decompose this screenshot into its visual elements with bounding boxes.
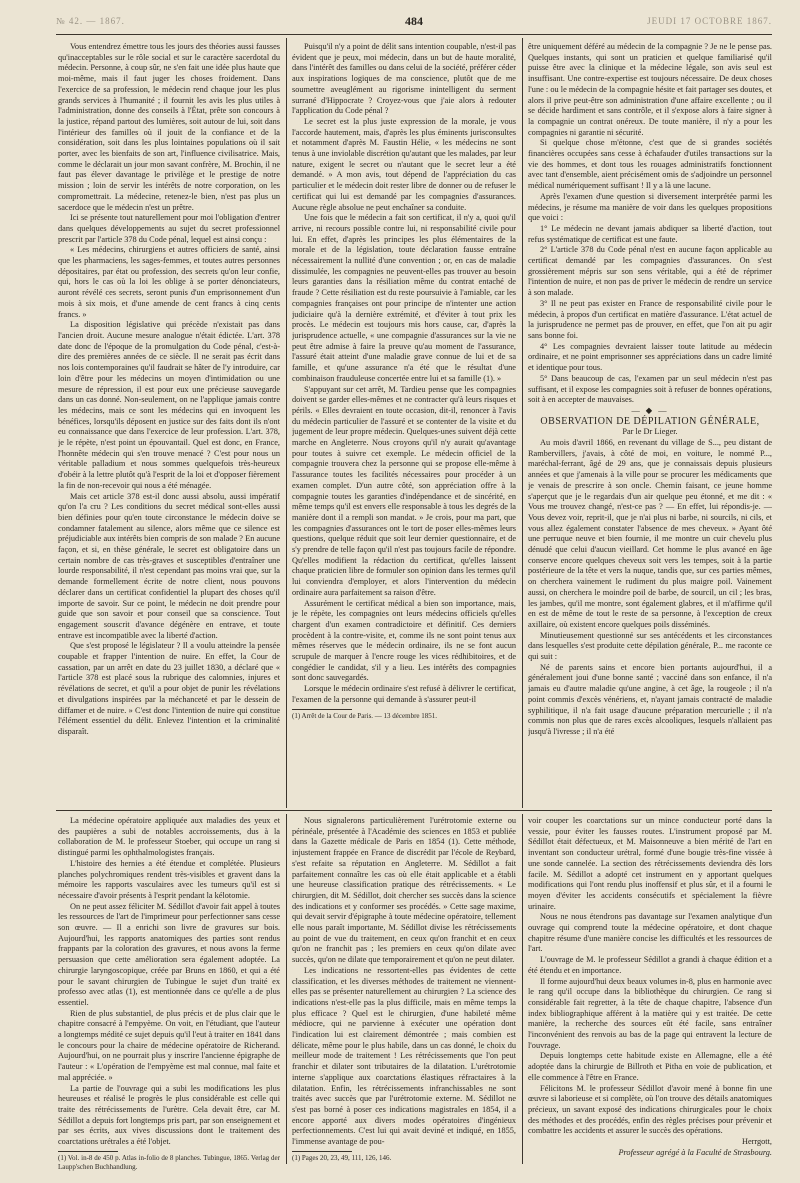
paragraph: Vous entendrez émettre tous les jours des théories aussi fausses qu'inacceptables sur le rôle social et sur le caractère sacerdotal du médecin. Personne, à coup sûr, ne s'en fait une idée plus haute que moi-même, mais il faut juger les choses froidement. Dans l'exercice de sa profession, le médecin rend chaque jour les plus grands services à l'humanité ; il fournit les avis les plus utiles à l'administration, donne des conseils à l'État, prête son concours à la justice, répand partout des lumières, soit autour de lui, soit dans l'intérieur des familles où il jouit de la confiance et de la considération, soit dans les plus lointaines populations où il sait porter, avec les bienfaits de son art, l'influence civilisatrice. Mais, comme le déclarait un jour mon savant confrère, M. Brochin, il ne faut pas élever davantage le privilège et le prestige de notre mission ; loin de servir les intérêts de notre corporation, on les compromettrait. La médecine, retenez-le bien, n'est pas plus un sacerdoce que le médecin n'est un prêtre. xyxy=(58,42,280,212)
section-rule xyxy=(56,810,772,811)
paragraph: Rien de plus substantiel, de plus précis et de plus clair que le chapitre consacré à l'empyème. On voit, en l'étudiant, que l'auteur a longtemps médité ce sujet depuis qu'il l'eut à traiter en 1841 dans le concours pour la chaire de médecine opératoire de Richerand. Aujourd'hui, on ne pourrait plus y inscrire l'ancienne épigraphe de l'auteur : « L'opération de l'empyème est mal connue, mal faite et mal appréciée. » xyxy=(58,1008,280,1082)
column-divider xyxy=(286,38,287,808)
footnote: (1) Arrêt de la Cour de Paris. — 13 décembre 1851. xyxy=(292,711,438,720)
column-divider xyxy=(522,38,523,808)
column-6 xyxy=(528,816,772,1174)
column-4 xyxy=(58,816,280,1174)
footnote: (1) Vol. in-8 de 450 p. Atlas in-folio de 8 planches. Tubingue, 1865. Verlag der Laupp'schen Buchhandlung. xyxy=(58,1153,280,1171)
paragraph: être uniquement déféré au médecin de la compagnie ? Je ne le pense pas. Quelques instants, qui sont un praticien et quelque familiarisé qu'il puisse être avec la clinique et la médecine légale, son avis seul est insuffisant. Une contre-expertise est toujours nécessaire. De deux choses l'une : ou le médecin de la compagnie hésite et fait partager ses doutes, et alors il prive peut-être son administration d'une affaire excellente ; ou il se décide hardiment et sans contrôle, et il s'expose alors à faire signer à la compagnie un contrat onéreux. De toute manière, il n'y a pour les compagnies ni garantie ni sécurité. xyxy=(528,42,772,137)
paragraph: Le secret est la plus juste expression de la morale, je vous l'accorde hautement, mais, d'après les plus éminents jurisconsultes et notamment d'après M. Faustin Hélie, « les médecins ne sont tenus à une inviolable discrétion qu'autant que les malades, par leur nature, exigent le secret ou n'autant que le secret leur a été demandé. » A mon avis, tout dépend de l'appréciation du cas particulier et le médecin doit rester libre de donner ou de refuser le certificat qui lui est demandé par les compagnies d'assurances. Aucune règle absolue ne peut enchaîner sa conduite. xyxy=(292,116,516,212)
column-3 xyxy=(528,42,772,806)
paragraph: Assurément le certificat médical a bien son importance, mais, je le répète, les compagnies ont leurs médecins officiels qu'elles chargent d'un examen contradictoire et définitif. Ces derniers procèdent à la contre-visite, et, comme ils ne sont point tenus aux mêmes réserves que le médecin ordinaire, ils ne se font aucun scrupule de marquer à l'encre rouge les vices rédhibitoires, et de congédier le candidat, s'il y a lieu. Les intérêts des compagnies sont donc sauvegardés. xyxy=(292,598,516,683)
footnote-rule xyxy=(58,1151,118,1152)
proposition-item: 1° Le médecin ne devant jamais abdiquer sa liberté d'action, tout refus systématique de certificat est une faute. xyxy=(528,223,772,244)
paragraph: Félicitons M. le professeur Sédillot d'avoir mené à bonne fin une œuvre si laborieuse et si complète, où l'on trouve des détails anatomiques précieux, un savant exposé des indications chirurgicales pour le choix des méthodes et des procédés, enfin des règles précises pour prévenir et combattre les accidents et assurer le succès des opérations. xyxy=(528,1083,772,1136)
footnote-rule xyxy=(292,1151,352,1152)
paragraph: voir couper les coarctations sur un mince conducteur porté dans la vessie, pour éviter les fausses routes. L'instrument proposé par M. Sédillot était défectueux, et M. Maisonneuve a bien mérité de l'art en inventant son conducteur urétral, formé d'une bougie très-fine vissée à une sonde cannelée. La section des rétrécissements deviendra dès lors facile. M. Sédillot a adopté cet instrument en y apportant quelques modifications qui l'ont rendu plus inoffensif et plus sûr, et il a fourni le moyen d'éviter les accidents consécutifs et spécialement la fièvre urinaire. xyxy=(528,816,772,911)
paragraph: Après l'examen d'une question si diversement interprétée parmi les médecins, je résume ma manière de voir dans les quelques propositions que voici : xyxy=(528,191,772,223)
article-title: OBSERVATION DE DÉPILATION GÉNÉRALE, xyxy=(540,415,760,427)
paragraph: Depuis longtemps cette habitude existe en Allemagne, elle a été adoptée dans la chirurgie de Billroth et Pitha en voie de publication, et elle commence à l'être en France. xyxy=(528,1051,772,1082)
paragraph: L'histoire des hernies a été étendue et complétée. Plusieurs planches polychromiques rendent très-visibles et gravent dans la mémoire les rapports vasculaires avec les tumeurs qu'il est si nécessaire d'avoir présents à l'esprit pendant la kélotomie. xyxy=(58,858,280,900)
column-divider xyxy=(286,814,287,1164)
quoted-article: « Les médecins, chirurgiens et autres officiers de santé, ainsi que les pharmaciens, les sages-femmes, et toutes autres personnes dépositaires, par état ou profession, des secrets qu'on leur confie, qui, hors le cas où la loi les oblige à se porter dénonciateurs, auront révélé ces secrets, seront punis d'un emprisonnement d'un mois à six mois, et d'une amende de cent francs à cinq cents francs. » xyxy=(58,245,280,319)
proposition-item: 3° Il ne peut pas exister en France de responsabilité civile pour le médecin, à propos d'un certificat en matière d'assurance. L'état actuel de la jurisprudence ne permet pas de prouver, en effet, que l'on ait pu agir sans bonne foi. xyxy=(528,298,772,340)
paragraph: Nous signalerons particulièrement l'urétrotomie externe ou périnéale, présentée à l'Académie des sciences en 1853 et publiée dans la Gazette médicale de Paris en 1854 (1). Cette méthode, injustement frappée en France de discrédit par l'école de Reybard, s'est refaite sa réputation en Angleterre. M. Sédillot a fait parfaitement connaître les cas où elle était applicable et a établi une heureuse classification pratique des rétrécissements. « Le chirurgien, dit M. Sédillot, doit chercher ses succès dans la science des indications et y conformer ses procédés. » Cette sage maxime, qui devait servir d'épigraphe à toute médecine opératoire, tellement elle nous paraît importante, M. Sédillot divise les rétrécissements au point de vue du traitement, en ceux qu'on franchit et en ceux qu'on ne franchit pas ; les premiers en ceux qu'on dilate avec succès, qu'on ne dilate que temporairement et qu'on ne peut dilater. xyxy=(292,816,516,965)
paragraph: La partie de l'ouvrage qui a subi les modifications les plus heureuses et réalisé le progrès le plus considérable est celle qui traite des rétrécissements de l'urètre. Cela devait être, car M. Sédillot a depuis fort longtemps pris part, par son enseignement et par ses écrits, aux vives discussions dont le traitement des coarctations urétrales a été l'objet. xyxy=(58,1083,280,1147)
column-divider xyxy=(522,814,523,1164)
column-5 xyxy=(292,816,516,1174)
paragraph: S'appuyant sur cet arrêt, M. Tardieu pense que les compagnies doivent se garder elles-mêmes et ne contracter qu'à leurs risques et périls. « Elles devraient en toute occasion, dit-il, renoncer à l'avis du médecin particulier de l'assuré et se contenter de la visite et du jugement de leur propre médecin. Quelques-unes suivent déjà cette marche en Angleterre. Nous croyons qu'il n'y aurait qu'avantage pour toutes à suivre cet exemple. Le médecin officiel de la compagnie trouvera chez la personne qui se propose elle-même à l'assurance toutes les facilités nécessaires pour procéder à un examen complet. D'un autre côté, son appréciation offre à la compagnie toutes les garanties d'indépendance et de sincérité, en même temps qu'il est envers elle responsable à tous les degrés de la manière dont il a rempli son mandat. » Je crois, pour ma part, que les compagnies d'assurances ont le tort de poser elles-mêmes leurs questions, quelque réduit que soit leur dernier questionnaire, et de s'y prendre de telle façon qu'il n'est pas toujours facile de répondre. Qu'elles modifient la rédaction du certificat, qu'elles laissent chaque praticien libre de formuler son opinion dans les termes qu'il lui conviendra d'employer, et alors l'intervention du médecin ordinaire aura parfaitement sa raison d'être. xyxy=(292,384,516,597)
paragraph: Si quelque chose m'étonne, c'est que de si grandes sociétés financières occupées sans cesse à échafauder d'utiles transactions sur la vie des hommes, et dont tous les rouages administratifs fonctionnent avec tant d'ensemble, aient précisément omis de s'adjoindre un personnel médical numériquement suffisant ! Il y a là une lacune. xyxy=(528,138,772,191)
header-rule xyxy=(56,34,772,35)
paragraph: Les indications ne ressortent-elles pas évidentes de cette classification, et les diverses méthodes de traitement ne viennent-elles pas se présenter naturellement au chirurgien ? La science des indications n'est-elle pas la plus difficile, mais en même temps la plus efficace ? Quel est le chirurgien, d'une habileté même médiocre, qui ne parvienne à exécuter une opération dont l'indication lui est clairement démontrée ; mais combien est délicate, même pour le plus habile, dans un cas donné, le choix du meilleur mode de traitement ! Les rétrécissements que l'on peut franchir et dilater sont tributaires de la dilatation. L'urétrotomie interne s'applique aux coarctations élastiques réfractaires à la dilatation. Enfin, les rétrécissements infranchissables ne sont traités avec succès que par l'urétrotomie externe. M. Sédillot ne s'est pas borné à poser ces indications magistrales en 1854, il a encore apporté aux divers modes opératoires d'ingénieux perfectionnements. C'est lui qui avait deviné et indiqué, en 1855, l'immense avantage de pou- xyxy=(292,965,516,1147)
header-issue: № 42. — 1867. xyxy=(56,16,125,26)
column-2 xyxy=(292,42,516,806)
footnote-rule xyxy=(292,709,352,710)
page-number: 484 xyxy=(405,14,423,28)
paragraph: Nous ne nous étendrons pas davantage sur l'examen analytique d'un ouvrage qui comprend toute la médecine opératoire, et dont chaque chapitre résume d'une manière concise les difficultés et les ressources de l'art. xyxy=(528,912,772,954)
paragraph: La médecine opératoire appliquée aux maladies des yeux et des paupières a subi de notables accroissements, dus à la collaboration de M. le professeur Stoeber, qui occupe un rang si distingué parmi les ophthalmologistes français. xyxy=(58,816,280,858)
proposition-item: 4° Les compagnies devraient laisser toute latitude au médecin ordinaire, et ne point emprisonner ses appréciations dans un cadre limité et identique pour tous. xyxy=(528,341,772,373)
section-ornament: — ◆ — xyxy=(631,405,669,415)
paragraph: Que s'est proposé le législateur ? Il a voulu atteindre la pensée coupable et frapper l'intention de nuire. En effet, la Cour de cassation, par un arrêt en date du 23 juillet 1830, a déclaré que « l'article 378 est placé sous la rubrique des calomnies, injures et révélations de secret, et qu'il a pour objet de punir les révélations et divulgations inspirées par la méchanceté et par le dessein de diffamer et de nuire. » C'est donc l'intention de nuire qui constitue l'élément essentiel du délit. Enlevez l'intention et la criminalité disparaît. xyxy=(58,641,280,736)
paragraph: Au mois d'avril 1866, en revenant du village de S..., peu distant de Rambervillers, j'avais, à côté de moi, en voiture, le nommé P..., maréchal-ferrant, âgé de 29 ans, que je connaissais depuis plusieurs années et que j'amenais à la ville pour se procurer les médicaments que je venais de prescrire à son oncle. Chemin faisant, ce jeune homme s'aperçut que je le regardais d'un air quelque peu étonné, et me dit : « Vous me trouvez changé, n'est-ce pas ? — En effet, lui répondis-je. — Vous devez voir, reprit-il, que je n'ai plus ni barbe, ni sourcils, ni cils, et vous allez également constater l'absence de mes cheveux. » Ayant ôté une perruque neuve et bien fournie, il me montre un cuir chevelu plus dénudé que celui d'aucun vieillard. Cet homme le plus avancé en âge conserve encore quelques cheveux soit vers les tempes, soit à la partie postérieure de la tête et vers la nuque, tandis que, sur ces parties mêmes, on cherchera vainement le rudiment du plus maigre poil. Vainement aussi, on cherchera le moindre poil de barbe, de sourcil, un cil ; les bras, les jambes, qu'il me montre, sont également glabres, et il m'affirme qu'il en est de même de tout le reste de sa personne, à l'exception de creux axillaire, où existent encore quelques poils disséminés. xyxy=(528,438,772,629)
paragraph: Lorsque le médecin ordinaire s'est refusé à délivrer le certificat, l'examen de la personne qui demande à s'assurer peut-il xyxy=(292,684,516,704)
paragraph: Minutieusement questionné sur ses antécédents et les circonstances dans lesquelles s'est produite cette dépilation générale, P... me raconte ce qui suit : xyxy=(528,630,772,662)
paragraph: Ici se présente tout naturellement pour moi l'obligation d'entrer dans quelques développements au sujet du secret professionnel prescrit par l'article 378 du Code pénal, lequel est ainsi conçu : xyxy=(58,213,280,244)
signature-title: Professeur agrégé à la Faculté de Strasbourg. xyxy=(618,1147,772,1157)
column-1 xyxy=(58,42,280,806)
header-date: JEUDI 17 OCTOBRE 1867. xyxy=(647,16,772,26)
paragraph: L'ouvrage de M. le professeur Sédillot a grandi à chaque édition et a été étendu et en importance. xyxy=(528,955,772,975)
page-header xyxy=(56,14,772,32)
paragraph: Puisqu'il n'y a point de délit sans intention coupable, n'est-il pas évident que je peux, moi médecin, dans un but de haute moralité, dans l'intérêt des familles ou dans celui de la société, préférer céder aux inspirations logiques de ma conscience, plutôt que de me soumettre aveuglément au rigorisme inintelligent du serment surrané d'Hippocrate ? Croyez-vous que j'aie alors à redouter l'application du Code pénal ? xyxy=(292,42,516,116)
proposition-item: 5° Dans beaucoup de cas, l'examen par un seul médecin n'est pas suffisant, et il expose les compagnies soit à refuser de bonnes opérations, soit à en accepter de mauvaises. xyxy=(528,373,772,405)
paragraph: Mais cet article 378 est-il donc aussi absolu, aussi impératif qu'on l'a cru ? Les conditions du secret médical sont-elles aussi bien définies pour qu'en toute circonstance le médecin doive se condamner fatalement au silence, alors même que ce silence est préjudiciable aux intérêts bien compris de son malade ? En aucune façon, et si, en thèse générale, le secret est obligatoire dans un certain nombre de cas très-graves et susceptibles d'entraîner une lourde responsabilité, il n'est cependant pas moins vrai que, sur la demande formellement écrite de notre client, nous pouvons déclarer dans un certificat confidentiel la plupart des choses qu'il importe de savoir. Sur ce point, le médecin ne doit prendre pour guide que son savoir et pour conseil que sa conscience. Tout engagement souscrit d'avance dégénère en entrave, et toute entrave est incompatible avec la liberté d'action. xyxy=(58,491,280,640)
paragraph: La disposition législative qui précède n'existait pas dans l'ancien droit. Aucune mesure analogue n'était édictée. L'art. 378 date donc de l'époque de la promulgation du Code pénal, c'est-à-dire des premières années de ce siècle. Il ne serait pas écrit dans nos lois contemporaines qu'il faudrait se hâter de l'y introduire, car loin d'être pour les médecins un moyen d'intimidation ou une mesure de répression, il est pour eux une précieuse sauvegarde dans un cas donné. Non-seulement, on ne l'applique jamais contre les médecins, mais ce sont les médecins qui en invoquent les bénéfices, lorsqu'ils déposent en justice sur des faits dont ils n'ont eu connaissance que dans l'exercice de leur profession. L'art. 378, je le répète, n'est point un épouvantail. Quel est donc, en France, l'honnête médecin qui s'en trouve menacé ? C'est pour nous un véritable palladium et nous sommes quelquefois très-heureux d'obéir à la lettre plutôt qu'à l'esprit de la loi et d'opposer fièrement la fin de non-recevoir qui nous a été ménagée. xyxy=(58,320,280,490)
paragraph: Une fois que le médecin a fait son certificat, il n'y a, quoi qu'il arrive, ni recours possible contre lui, ni responsabilité civile pour lui. En effet, d'après les principes les plus élémentaires de la morale et de la législation, toute déclaration fausse entraîne nécessairement la nullité d'une convention ; or, en cas de maladie dissimulée, les compagnies ne peuvent-elles pas trouver au besoin leurs garanties dans la résiliation même du contrat entaché de fraude ? Cette résiliation est du reste poursuivie à l'amiable, car les compagnies françaises ont pour principe de n'intenter une action judiciaire qu'à la dernière extrémité, et d'éviter à tout prix les procès. Le médecin est toujours mis hors cause, car, d'après la jurisprudence actuelle, « une compagnie d'assurances sur la vie ne peut être admise à faire la preuve qu'au moment de l'assurance, l'assuré était atteint d'une maladie grave connue de lui et de sa famille, et qu'une assurance n'a été que le résultat d'une combinaison frauduleuse concertée entre lui et sa famille (1). » xyxy=(292,213,516,383)
signature-name: Herrgott, xyxy=(741,1137,772,1147)
article-byline: Par le Dr Lieger. xyxy=(622,427,678,437)
paragraph: Né de parents sains et encore bien portants aujourd'hui, il a généralement joui d'une bonne santé ; vacciné dans son enfance, il n'a jamais eu d'autre maladie qu'une angine, à cet âge, la rougeole ; il n'a point commis d'excès vénériens, et, n'ayant jamais contracté de maladie syphilitique, il n'a fait usage d'aucune préparation mercurielle ; il n'a commis non plus que de rares excès alcooliques, lesquels n'allaient pas jusqu'à l'ivresse ; il n'a été xyxy=(528,662,772,736)
footnote: (1) Pages 20, 23, 49, 111, 126, 146. xyxy=(292,1153,392,1162)
paragraph: On ne peut assez féliciter M. Sédillot d'avoir fait appel à toutes les ressources de l'art de l'imprimeur pour perfectionner sans cesse son œuvre. — Il a enrichi son livre de gravures sur bois. Aujourd'hui, les rapports anatomiques des parties sont rendus frappants par la coloration des gravures, et nous avons la ferme persuasion que cette amélioration sera également adoptée. La chirurgie laryngoscopique, créée par Bruns en 1860, et qui a été pour le savant chirurgien de Tubingue le sujet d'un traité ex professo avec atlas (1), est mentionnée dans ce qu'elle a de plus essentiel. xyxy=(58,901,280,1007)
proposition-item: 2° L'article 378 du Code pénal n'est en aucune façon applicable au certificat demandé par les compagnies d'assurances. On s'est grossièrement mépris sur son sens véritable, qui a été de réprimer l'intention de nuire, et non pas de priver le médecin de rendre un service à son malade. xyxy=(528,245,772,298)
paragraph: Il forme aujourd'hui deux beaux volumes in-8, plus en harmonie avec le rang qu'il occupe dans la bibliothèque du chirurgien. Ce rang si considérable fait regretter, à la tête de chaque chapitre, l'absence d'un index bibliographique afférent à la matière qui y est traitée. De cette manière, la recherche des sources eût été facile, sans entraîner l'inconvénient des renvois au bas de la page qui entravent la lecture de l'ouvrage. xyxy=(528,976,772,1050)
